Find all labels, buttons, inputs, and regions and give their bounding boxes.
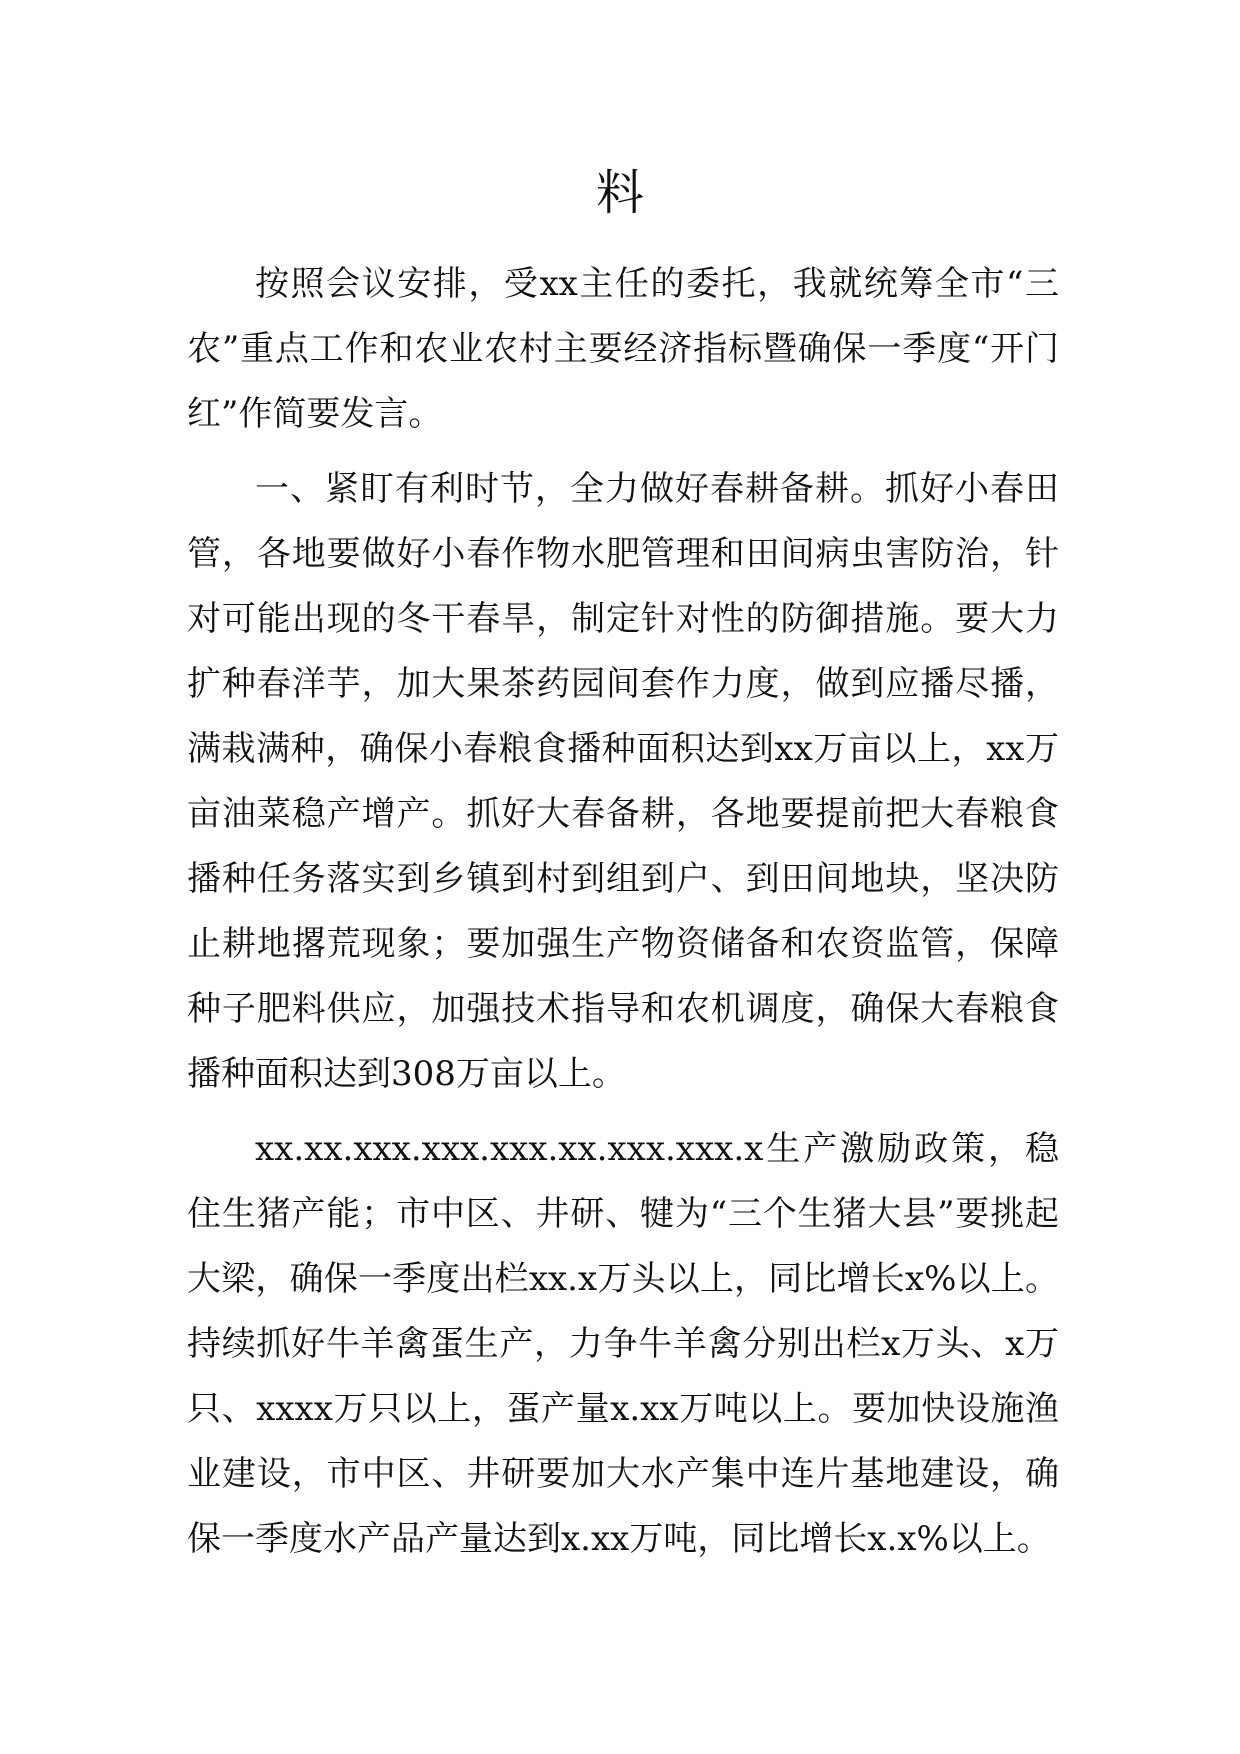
paragraph-livestock: xx.xx.xxx.xxx.xxx.xx.xxx.xxx.x生产激励政策，稳住生猪产能；市中区、井研、犍为“三个生猪大县”要挑起大梁，确保一季度出栏xx.x万头以上，同比增长x%以上。持续抓好牛羊禽蛋生产，力争牛羊禽分别出栏x万头、x万只、xxxx万只以上，蛋产量x.xx万吨以上。要加快设施渔业建设，市中区、井研要加大水产集中连片基地建设，确保一季度水产品产量达到x.xx万吨，同比增长x.x%以上。 bbox=[187, 1129, 1059, 1559]
paragraph-spring-farming: 一、紧盯有利时节，全力做好春耕备耕。抓好小春田管，各地要做好小春作物水肥管理和田间病虫害防治，针对可能出现的冬干春旱，制定针对性的防御措施。要大力扩种春洋芋，加大果茶药园间套作力度，做到应播尽播，满栽满种，确保小春粮食播种面积达到xx万亩以上，xx万亩油菜稳产增产。抓好大春备耕，各地要提前把大春粮食播种任务落实到乡镇到村到组到户、到田间地块，坚决防止耕地撂荒现象；要加强生产物资储备和农资监管，保障种子肥料供应，加强技术指导和农机调度，确保大春粮食播种面积达到308万亩以上。 bbox=[187, 469, 1059, 1094]
page-title: 料 bbox=[595, 165, 644, 221]
paragraph-intro: 按照会议安排，受xx主任的委托，我就统筹全市“三农”重点工作和农业农村主要经济指标暨确保一季度“开门红”作简要发言。 bbox=[187, 264, 1059, 434]
document-body bbox=[187, 252, 1059, 1572]
